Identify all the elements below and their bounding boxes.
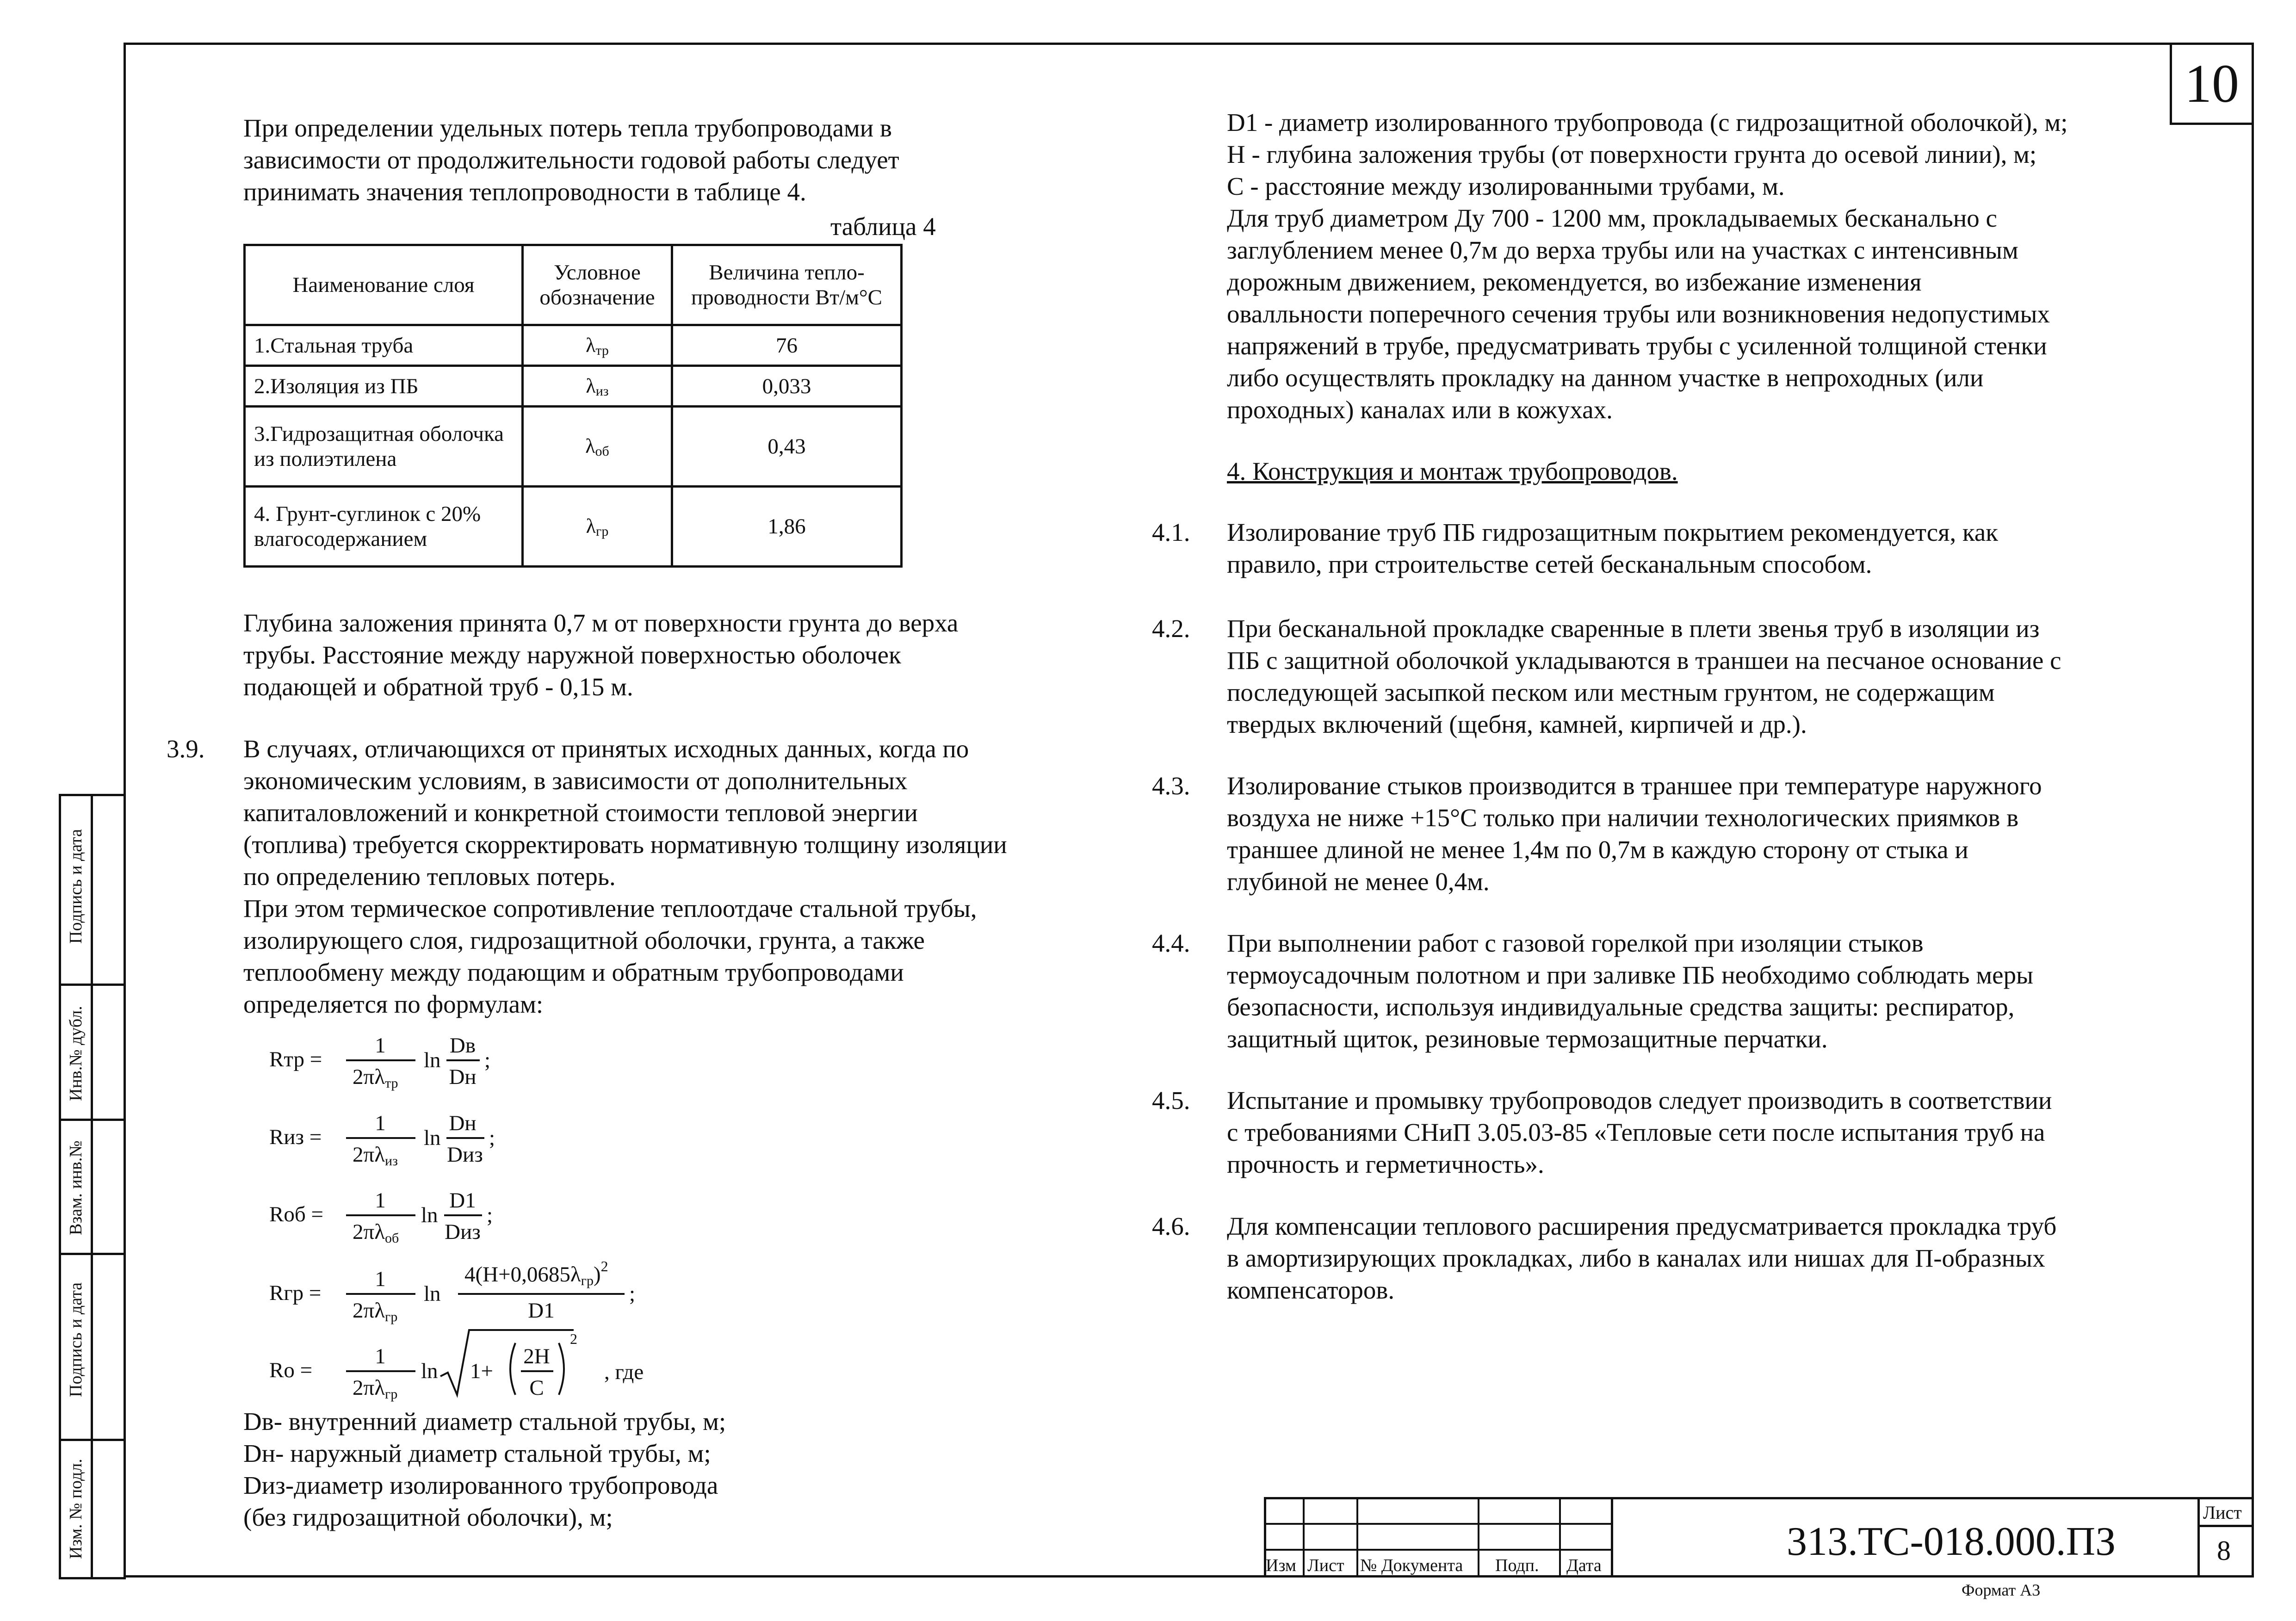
symbol-letter: λ	[586, 515, 596, 538]
table-header-cell	[672, 245, 902, 325]
item-3-9-line: капиталовложений и конкретной стоимости тепловой энергии	[243, 798, 918, 827]
item-3-9-line: определяется по формулам:	[243, 990, 544, 1018]
sheet-number-box: 10	[2170, 43, 2254, 125]
title-block-line	[1356, 1497, 1358, 1578]
title-col-label: Изм	[1266, 1556, 1296, 1575]
ln-symbol: ln	[421, 1203, 438, 1227]
table-row	[245, 366, 902, 407]
item-line: Изолирование труб ПБ гидрозащитным покрытием рекомендуется, как	[1227, 518, 1998, 546]
ln-symbol: ln	[424, 1126, 441, 1150]
item-line: воздуха не ниже +15°С только при наличии технологических приямков в	[1227, 804, 2019, 832]
formula-numerator: 1	[375, 1111, 386, 1135]
item-number: 4.3.	[1152, 772, 1190, 800]
item-line: компенсаторов.	[1227, 1276, 1395, 1304]
layer-name-cell	[245, 407, 523, 487]
definition-line: Для труб диаметром Ду 700 - 1200 мм, прокладываемых бесканально с	[1227, 204, 1997, 232]
layer-name-line: влагосодержанием	[254, 527, 427, 551]
document-code: 313.ТС-018.000.ПЗ	[1787, 1519, 2116, 1564]
item-3-9-line: (топлива) требуется скорректировать нормативную толщину изоляции	[243, 830, 1007, 859]
fraction-bar	[446, 1059, 480, 1061]
paren-left	[510, 1343, 515, 1395]
formula-denominator: Dиз	[445, 1220, 481, 1244]
item-number: 4.4.	[1152, 929, 1190, 957]
formula-label: Rтр =	[269, 1047, 322, 1071]
title-block-line	[1478, 1497, 1479, 1578]
formula-numerator: 1	[375, 1344, 386, 1368]
formula-denominator: D1	[528, 1299, 555, 1323]
symbol	[586, 375, 608, 397]
layer-name-line: 4. Грунт-суглинок с 20%	[254, 502, 481, 526]
semicolon: ;	[487, 1203, 493, 1227]
thermal-conductivity-table	[243, 244, 903, 568]
symbol-subscript: тр	[595, 342, 609, 358]
item-3-9-line: экономическим условиям, в зависимости от дополнительных	[243, 767, 908, 795]
sqrt-sign	[440, 1330, 574, 1395]
side-stamp-line	[59, 1119, 126, 1121]
formula-label: Rоб =	[269, 1202, 324, 1226]
side-stamp-label: Инв.№ дубл.	[66, 1006, 86, 1101]
formula-numerator: 1	[375, 1033, 386, 1058]
definition-line: C - расстояние между изолированными трубами, м.	[1227, 172, 1785, 200]
formula-denominator: 2πλиз	[353, 1143, 398, 1169]
formula-denominator: 2πλгр	[353, 1299, 398, 1324]
table-caption: таблица 4	[830, 212, 936, 241]
formula-denominator: C	[529, 1376, 544, 1400]
title-block-line	[1611, 1497, 1613, 1578]
definition-line: Dиз-диаметр изолированного трубопровода	[243, 1471, 718, 1499]
layer-name-line: 3.Гидрозащитная оболочка	[254, 422, 504, 446]
title-block-line	[1559, 1497, 1561, 1578]
ln-symbol: ln	[421, 1359, 438, 1383]
table-header-cell	[523, 245, 672, 325]
value-cell: 0,43	[672, 407, 902, 487]
side-stamp-divider	[91, 794, 93, 1579]
item-line: последующей засыпкой песком или местным грунтом, не содержащим	[1227, 678, 1995, 706]
ln-symbol: ln	[424, 1048, 441, 1072]
fraction-bar	[346, 1370, 415, 1372]
formula-denominator: 2πλоб	[353, 1220, 399, 1246]
symbol-subscript: гр	[596, 524, 609, 539]
item-line: в амортизирующих прокладках, либо в каналах или нишах для П-образных	[1227, 1244, 2045, 1272]
fraction-bar	[346, 1059, 415, 1061]
item-line: правило, при строительстве сетей бесканальным способом.	[1227, 550, 1872, 578]
title-col-label: Лист	[1307, 1556, 1344, 1575]
fraction-bar	[346, 1293, 415, 1295]
side-stamp-label: Подпись и дата	[66, 829, 86, 944]
item-number: 4.1.	[1152, 518, 1190, 546]
definition-line: дорожным движением, рекомендуется, во избежание изменения	[1227, 268, 1922, 296]
title-block-line	[1303, 1497, 1305, 1578]
fraction-bar	[346, 1214, 415, 1216]
table-header-line: Условное	[554, 260, 641, 285]
formula-numerator: Dн	[449, 1111, 477, 1135]
definition-line: H - глубина заложения трубы (от поверхности грунта до осевой линии), м;	[1227, 140, 2037, 168]
item-line: безопасности, используя индивидуальные средства защиты: респиратор,	[1227, 993, 2015, 1021]
paren-right	[559, 1343, 564, 1395]
side-stamp-line	[59, 1253, 126, 1255]
exponent: 2	[570, 1330, 577, 1347]
table-header-line: Наименование слоя	[292, 273, 475, 297]
symbol-letter: λ	[586, 334, 596, 357]
table-row	[245, 487, 902, 567]
layer-name-line: 2.Изоляция из ПБ	[254, 374, 419, 398]
definition-line: напряжений в трубе, предусматривать трубы с усиленной толщиной стенки	[1227, 332, 2047, 360]
ln-symbol: ln	[424, 1282, 441, 1306]
depth-line: подающей и обратной труб - 0,15 м.	[243, 673, 633, 701]
item-line: прочность и герметичность».	[1227, 1150, 1544, 1178]
formula-label: Rиз =	[269, 1125, 322, 1149]
formula-denominator: 2πλтр	[353, 1065, 398, 1091]
formula-label: Ro =	[269, 1358, 313, 1382]
item-line: Испытание и промывку трубопроводов следует производить в соответствии	[1227, 1086, 2052, 1114]
item-line: глубиной не менее 0,4м.	[1227, 867, 1490, 896]
item-3-9-line: В случаях, отличающихся от принятых исходных данных, когда по	[243, 735, 969, 763]
value-cell: 0,033	[672, 366, 902, 407]
value-cell: 1,86	[672, 487, 902, 567]
table-header-line: Величина тепло-	[709, 260, 865, 285]
symbol-letter: λ	[585, 435, 595, 458]
formula-numerator: Dв	[449, 1033, 476, 1058]
side-stamp-label: Изм. № подл.	[66, 1459, 86, 1559]
semicolon: ;	[484, 1048, 491, 1072]
table-header-line: проводности Вт/м°С	[691, 285, 883, 309]
side-stamp-label: Подпись и дата	[66, 1282, 86, 1397]
title-col-label: Подп.	[1495, 1556, 1539, 1575]
symbol-cell	[523, 407, 672, 487]
definition-line: проходных) каналах или в кожухах.	[1227, 396, 1613, 424]
item-number: 3.9.	[167, 735, 205, 763]
sheet-label: Лист	[2203, 1502, 2242, 1523]
symbol-letter: λ	[586, 374, 596, 397]
item-3-9-line: При этом термическое сопротивление теплоотдаче стальной трубы,	[243, 894, 977, 922]
fraction-bar	[444, 1214, 482, 1216]
side-stamp-label: Взам. инв.№	[66, 1140, 86, 1235]
intro-line: принимать значения теплопроводности в таблице 4.	[243, 178, 806, 206]
intro-line: При определении удельных потерь тепла трубопроводами в	[243, 114, 892, 142]
section-heading: 4. Конструкция и монтаж трубопроводов.	[1227, 457, 1678, 485]
title-col-label: № Документа	[1360, 1556, 1463, 1575]
resistance-formulas	[259, 1025, 722, 1404]
title-col-label: Дата	[1566, 1556, 1602, 1575]
item-line: Изолирование стыков производится в траншее при температуре наружного	[1227, 772, 2042, 800]
fraction-bar	[346, 1137, 415, 1139]
table-header-line: обозначение	[539, 285, 655, 309]
formula-numerator: 1	[375, 1188, 386, 1213]
formula-numerator: D1	[449, 1188, 476, 1213]
definition-line: заглублением менее 0,7м до верха трубы или на участках с интенсивным	[1227, 236, 2018, 264]
format-label: Формат А3	[1962, 1581, 2041, 1599]
item-line: термоусадочным полотном и при заливке ПБ необходимо соблюдать меры	[1227, 961, 2034, 989]
symbol-cell	[523, 366, 672, 407]
side-stamp-line	[59, 1439, 126, 1441]
item-number: 4.6.	[1152, 1212, 1190, 1240]
item-3-9-line: изолирующего слоя, гидрозащитной оболочки, грунта, а также	[243, 926, 925, 954]
layer-name-line: 1.Стальная труба	[254, 333, 414, 358]
fraction-bar	[521, 1370, 553, 1372]
item-3-9-line: теплообмену между подающим и обратным трубопроводами	[243, 958, 904, 986]
formula-tail: , где	[604, 1360, 644, 1384]
definition-line: Dв- внутренний диаметр стальной трубы, м;	[243, 1407, 726, 1435]
item-line: траншее длиной не менее 1,4м по 0,7м в каждую сторону от стыка и	[1227, 835, 1968, 864]
semicolon: ;	[629, 1282, 636, 1306]
item-line: защитный щиток, резиновые термозащитные перчатки.	[1227, 1025, 1828, 1053]
layer-name-cell	[245, 487, 523, 567]
symbol-subscript: из	[595, 383, 609, 399]
title-block-line	[2197, 1497, 2200, 1578]
symbol	[585, 435, 609, 458]
fraction-bar	[446, 1137, 484, 1139]
symbol	[586, 334, 609, 357]
formula-denominator: 2πλгр	[353, 1376, 398, 1402]
side-stamp-line	[59, 984, 126, 986]
layer-name-cell	[245, 366, 523, 407]
symbol	[586, 515, 609, 538]
item-line: с требованиями СНиП 3.05.03-85 «Тепловые сети после испытания труб на	[1227, 1118, 2045, 1146]
symbol-cell	[523, 487, 672, 567]
formula-numerator: $4(H+0,0685\lambda гр)^2$	[464, 1258, 608, 1288]
item-line: При бесканальной прокладке сваренные в плети звенья труб в изоляции из	[1227, 614, 2040, 643]
definition-line: либо осуществлять прокладку на данном участке в непроходных (или	[1227, 364, 1984, 392]
formula-label: Rгр =	[269, 1281, 322, 1305]
symbol-subscript: об	[595, 444, 609, 459]
definition-line: D1 - диаметр изолированного трубопровода (с гидрозащитной оболочкой), м;	[1227, 108, 2068, 136]
item-number: 4.5.	[1152, 1086, 1190, 1114]
item-3-9-line: по определению тепловых потерь.	[243, 862, 616, 891]
sheet-value: 8	[2217, 1535, 2231, 1566]
layer-name-line: из полиэтилена	[254, 447, 397, 471]
intro-line: зависимости от продолжительности годовой работы следует	[243, 146, 899, 174]
fraction-bar	[458, 1293, 625, 1295]
formula-denominator: Dн	[449, 1065, 477, 1089]
depth-line: трубы. Расстояние между наружной поверхностью оболочек	[243, 641, 901, 669]
definition-line: овалльности поперечного сечения трубы или возникновения недопустимых	[1227, 300, 2050, 328]
table-header-cell	[245, 245, 523, 325]
value-cell: 76	[672, 325, 902, 366]
formula-denominator: Dиз	[447, 1143, 483, 1167]
item-line: ПБ с защитной оболочкой укладываются в траншеи на песчаное основание с	[1227, 646, 2061, 674]
depth-line: Глубина заложения принята 0,7 м от поверхности грунта до верха	[243, 609, 959, 637]
symbol-cell	[523, 325, 672, 366]
definition-line: (без гидрозащитной оболочки), м;	[243, 1503, 613, 1531]
formula-numerator: 1	[375, 1267, 386, 1291]
title-block-line	[2197, 1525, 2254, 1527]
layer-name-cell	[245, 325, 523, 366]
table-row	[245, 407, 902, 487]
item-line: твердых включений (щебня, камней, кирпичей и др.).	[1227, 710, 1807, 738]
sqrt-body: 1+	[470, 1359, 494, 1383]
table-row	[245, 325, 902, 366]
definition-line: Dн- наружный диаметр стальной трубы, м;	[243, 1439, 711, 1467]
item-line: Для компенсации теплового расширения предусматривается прокладка труб	[1227, 1212, 2057, 1240]
item-number: 4.2.	[1152, 614, 1190, 643]
item-line: При выполнении работ с газовой горелкой при изоляции стыков	[1227, 929, 1924, 957]
semicolon: ;	[489, 1126, 495, 1150]
formula-numerator: 2H	[523, 1344, 550, 1368]
